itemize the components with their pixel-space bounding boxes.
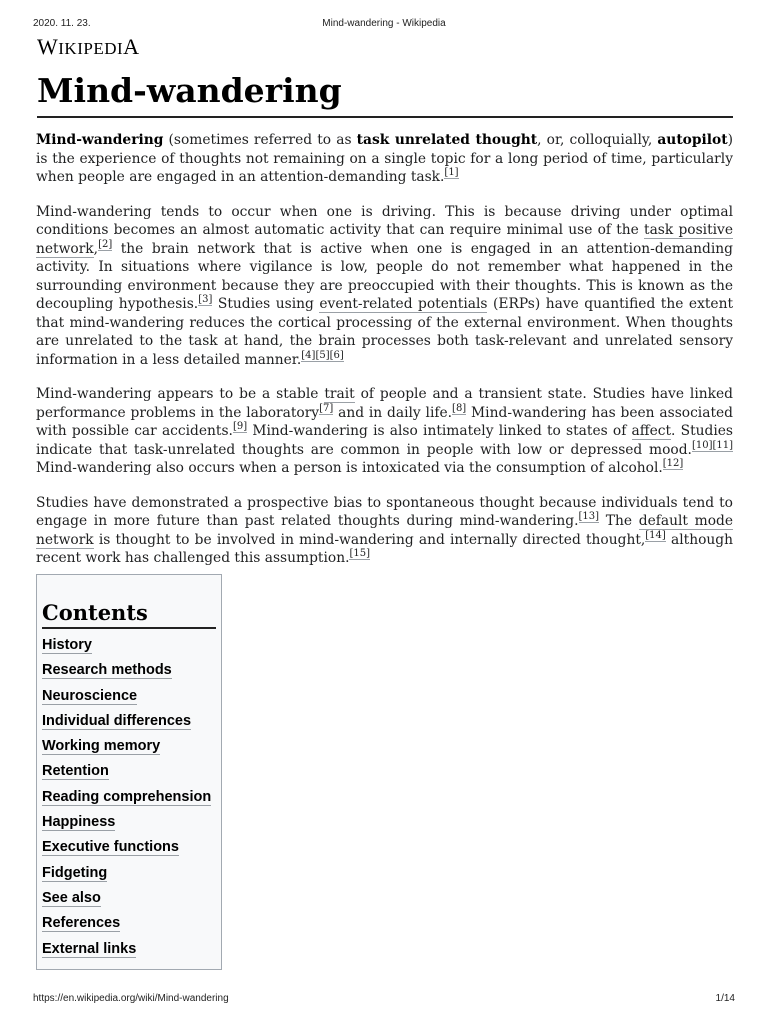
toc-link-external-links[interactable]: External links: [42, 940, 137, 957]
text: (ERPs) have quantified the extent that mind-wandering reduces the cortical processing of the external environment. When thoughts are unrelated to the task at hand, the brain processes both task-relevant and unrelated sensory information in a less detailed manner.: [36, 296, 733, 368]
citation-link[interactable]: [5]: [315, 349, 330, 361]
toc-link-reading-comprehension[interactable]: Reading comprehension: [42, 788, 212, 805]
toc-item: [42, 788, 216, 813]
page-number: 1/14: [715, 993, 735, 1004]
text: ) is the experience of thoughts not remaining on a single topic for a long period of time, particularly when people are engaged in an attention-demanding task.: [36, 132, 733, 185]
toc-link-working-memory[interactable]: Working memory: [42, 738, 161, 755]
citation-link[interactable]: [9]: [232, 421, 248, 433]
toc-link-fidgeting[interactable]: Fidgeting: [42, 864, 108, 881]
article-link[interactable]: trait: [324, 386, 355, 402]
toc-link-executive-functions[interactable]: Executive functions: [42, 839, 179, 856]
citation-link[interactable]: [11]: [712, 439, 733, 451]
toc-item: [42, 940, 216, 965]
citation-link[interactable]: [8]: [452, 402, 467, 414]
toc-link-retention[interactable]: Retention: [42, 763, 109, 780]
citation-link[interactable]: [13]: [578, 511, 600, 523]
toc-list: [42, 636, 216, 965]
toc-item: [42, 636, 216, 661]
toc-item: [42, 712, 216, 737]
article-link[interactable]: affect: [631, 423, 672, 439]
toc-link-history[interactable]: History: [42, 637, 92, 653]
text: Studies have demonstrated a prospective bias to spontaneous thought because individuals tend to engage in more future than past related thoughts during mind-wandering.: [36, 494, 733, 529]
toc-item: [42, 737, 216, 762]
logo-final: A: [123, 34, 140, 59]
paragraph-trait: [36, 385, 733, 478]
text: the brain network that is active when one is engaged in an attention-demanding activity. In situations where vigilance is low, people do not remember what happened in the surrounding environment because they are preoccupied with their thoughts. This is known as the decoupling hypothesis.: [36, 240, 733, 312]
paragraph-intro: [36, 131, 733, 187]
toc-item: [42, 864, 216, 889]
citation-link[interactable]: [1]: [444, 167, 459, 179]
toc-link-individual-differences[interactable]: Individual differences: [42, 712, 192, 729]
logo-middle: IKIPEDI: [58, 39, 124, 58]
citation-link[interactable]: [6]: [329, 349, 344, 361]
text: Mind-wandering also occurs when a person is intoxicated via the consumption of alcohol.: [36, 460, 663, 476]
wikipedia-logo[interactable]: [37, 34, 140, 60]
bold-term: Mind-wandering: [36, 132, 164, 148]
text: Studies using: [212, 296, 320, 312]
text: (sometimes referred to as: [163, 132, 357, 148]
paragraph-driving: [36, 203, 733, 370]
citation-link[interactable]: [15]: [349, 548, 370, 560]
text: ,: [93, 240, 99, 257]
toc-item: [42, 661, 216, 686]
logo-initial: W: [37, 34, 59, 59]
text: Mind-wandering has been associated with possible car accidents.: [36, 404, 733, 439]
text: of people and a transient state. Studies have linked performance problems in the laboratory: [36, 386, 733, 421]
text: Mind-wandering is also intimately linked to states of: [247, 423, 632, 439]
toc-item: [42, 687, 216, 712]
citation-link[interactable]: [14]: [645, 529, 666, 541]
text: . Studies indicate that task-unrelated thoughts are common in people with low or depressed mood.: [36, 423, 733, 458]
text: Mind-wandering appears to be a stable: [36, 386, 325, 402]
text: Mind-wandering tends to occur when one is driving. This is because driving under optimal conditions becomes an almost automatic activity that can require minimal use of the: [36, 203, 733, 238]
page-title: Mind-wandering: [37, 68, 733, 118]
toc-item: [42, 838, 216, 863]
toc-link-references[interactable]: References: [42, 915, 121, 932]
text: , or, colloquially,: [537, 132, 658, 148]
article-body: [36, 131, 733, 584]
citation-link[interactable]: [2]: [98, 238, 113, 250]
bold-term: autopilot: [657, 132, 728, 148]
text: although recent work has challenged this assumption.: [36, 531, 733, 566]
print-date: 2020. 11. 23.: [33, 18, 91, 29]
article-link[interactable]: task positive network: [36, 222, 734, 257]
citation-link[interactable]: [3]: [198, 294, 213, 306]
toc-item: [42, 889, 216, 914]
citation-link[interactable]: [7]: [319, 402, 334, 414]
toc-item: [42, 762, 216, 787]
print-page-title: Mind-wandering - Wikipedia: [322, 18, 446, 29]
toc-link-happiness[interactable]: Happiness: [42, 814, 116, 831]
citation-link[interactable]: [4]: [301, 349, 316, 361]
text: The: [599, 513, 639, 529]
paragraph-future-bias: [36, 494, 733, 568]
citation-link[interactable]: [10]: [691, 439, 713, 451]
bold-term: task unrelated thought: [356, 132, 538, 148]
article-link[interactable]: event-related potentials: [319, 296, 488, 312]
toc-item: [42, 914, 216, 939]
text: and in daily life.: [333, 404, 453, 421]
toc-item: [42, 813, 216, 838]
toc-title: Contents: [42, 599, 216, 629]
page-url: https://en.wikipedia.org/wiki/Mind-wandering: [33, 993, 229, 1004]
toc-link-research-methods[interactable]: Research methods: [42, 662, 172, 679]
toc-link-see-also[interactable]: See also: [42, 889, 101, 906]
citation-link[interactable]: [12]: [662, 458, 684, 470]
text: is thought to be involved in mind-wandering and internally directed thought,: [93, 531, 646, 548]
table-of-contents: [36, 574, 222, 970]
article-link[interactable]: default mode network: [36, 513, 733, 548]
toc-link-neuroscience[interactable]: Neuroscience: [42, 687, 138, 704]
